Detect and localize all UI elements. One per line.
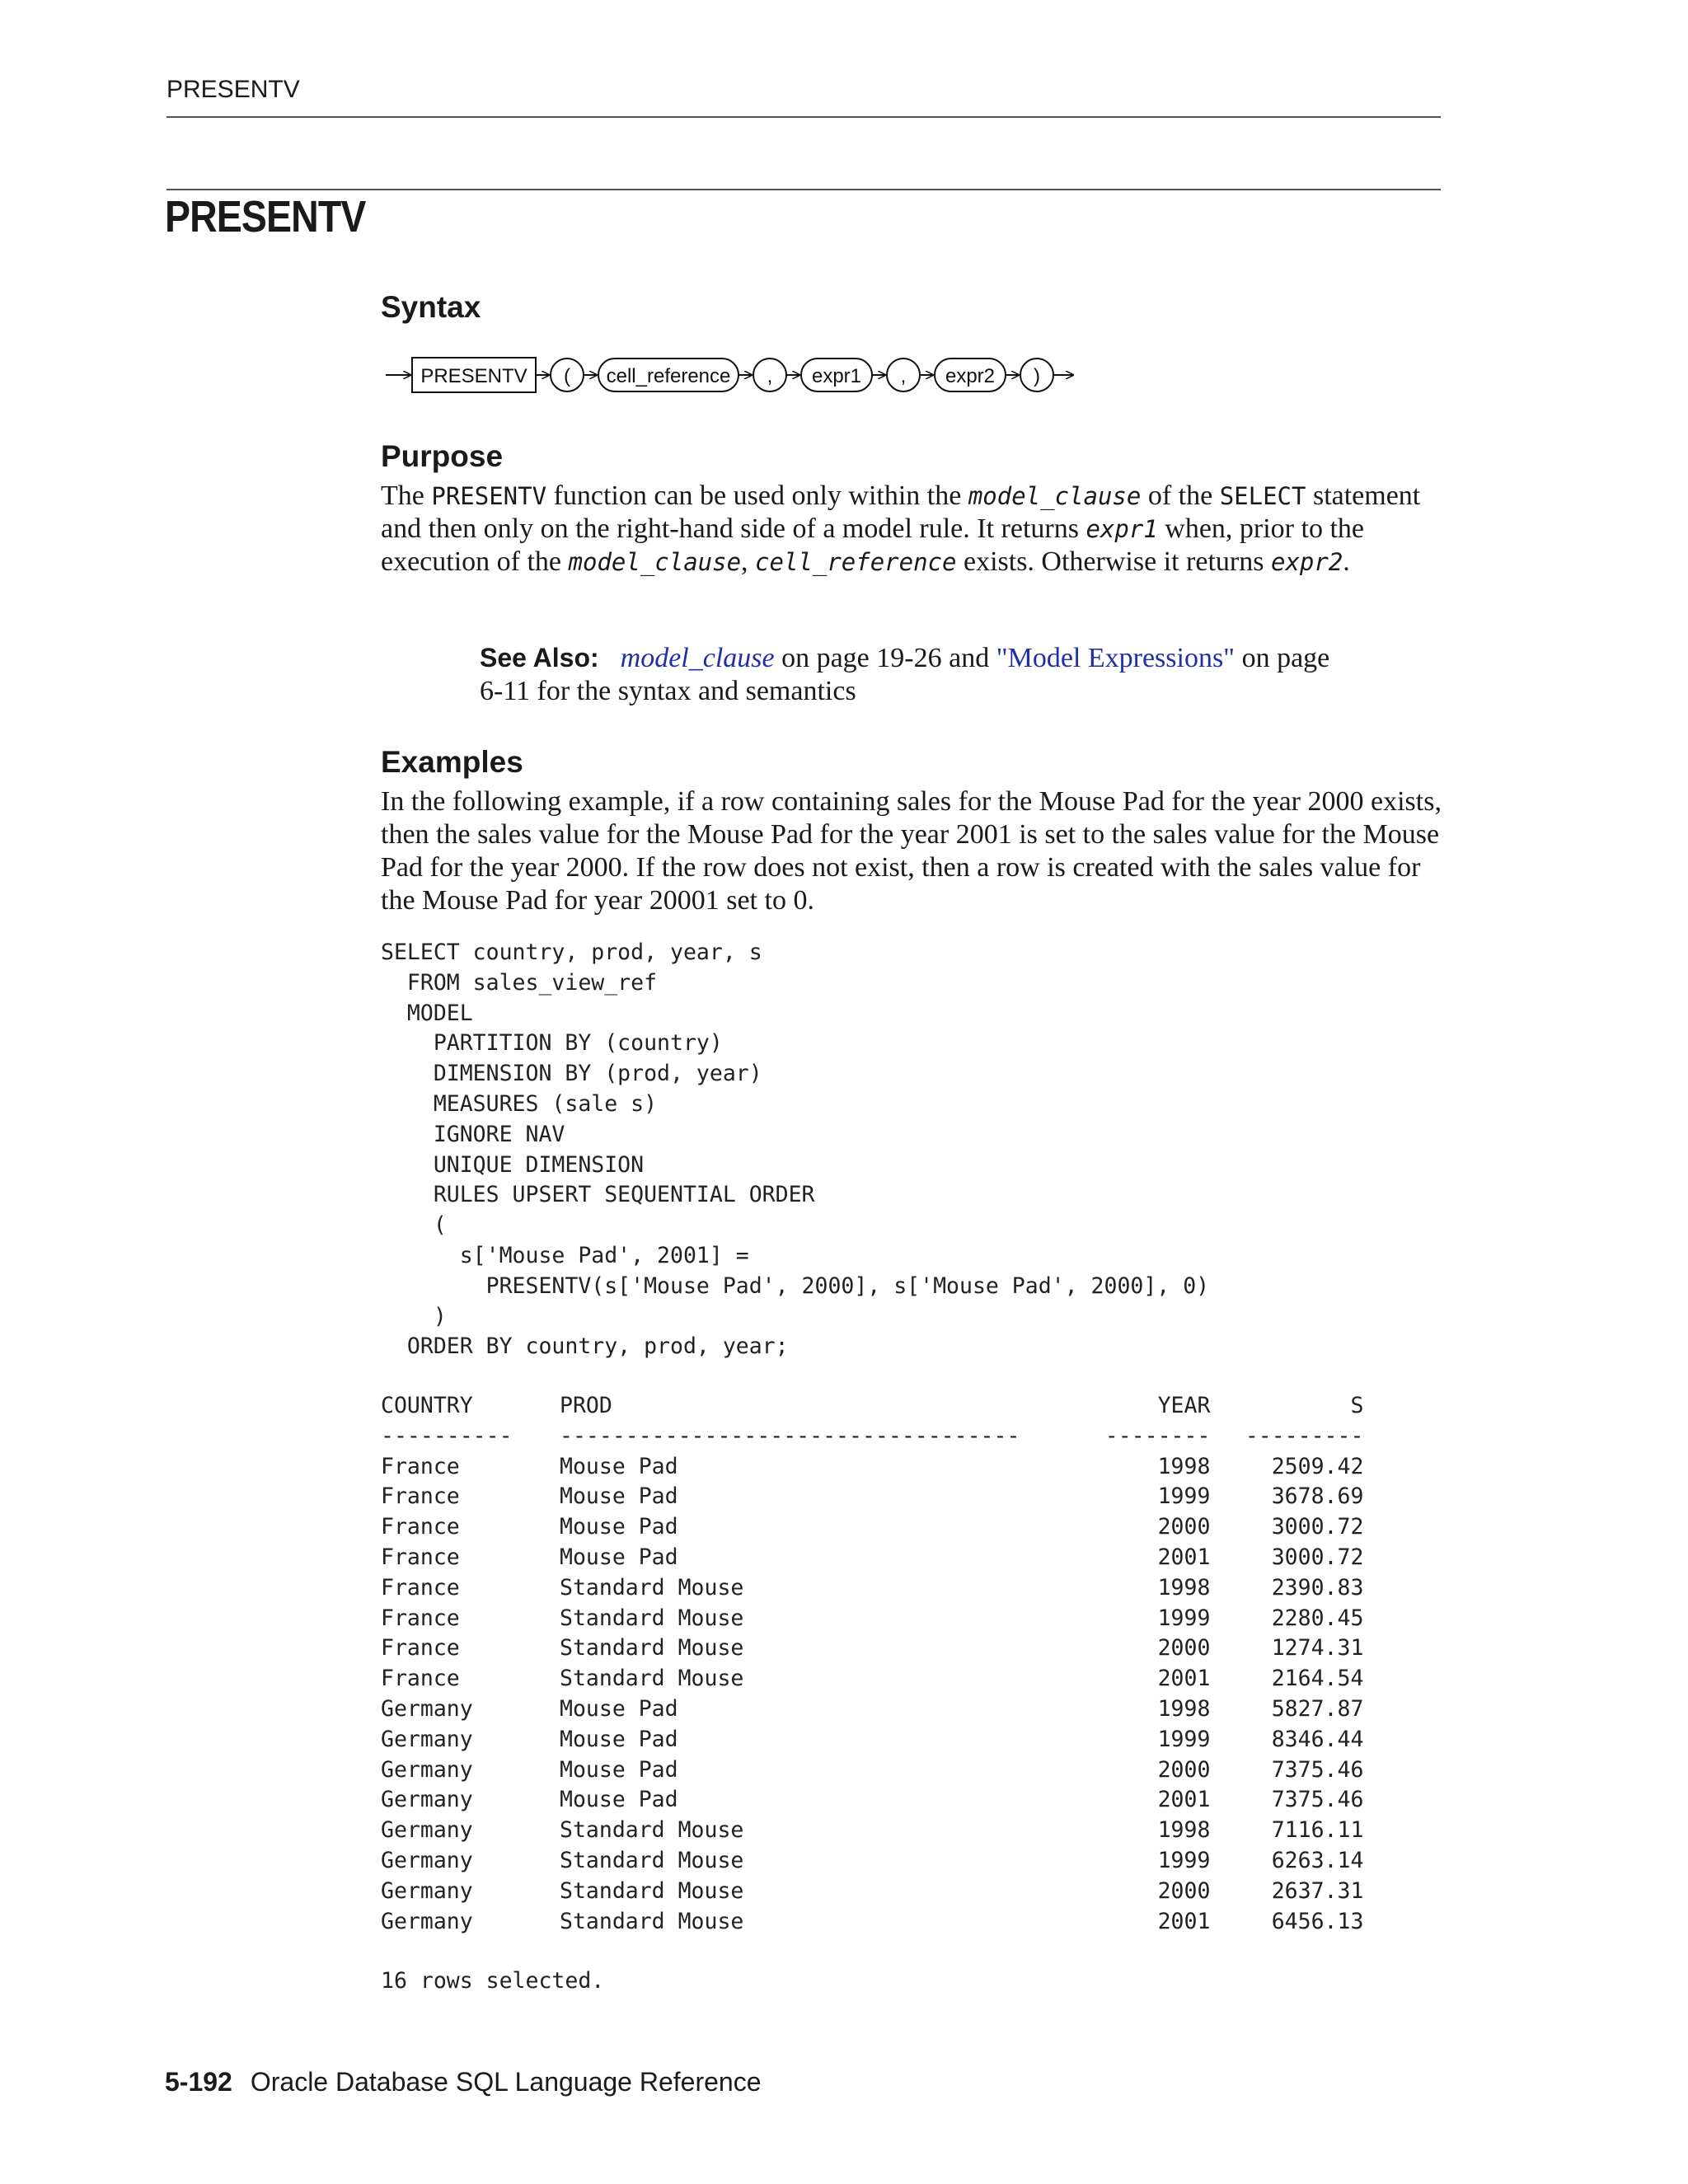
cell-country: France (381, 1514, 460, 1540)
examples-paragraph: In the following example, if a row containing sales for the Mouse Pad for the year 2000 exists, then the sales value for the Mouse Pad for the year 2001 is set to the sales value for the Mouse Pad for the year 2000. If the row does not exist, then a row is created with the sales value for the Mouse Pad for year 20001 set to 0. (381, 786, 1442, 916)
inline-code: expr1 (1085, 515, 1158, 543)
cell-s: 7116.11 (1271, 1817, 1364, 1844)
cell-prod: Mouse Pad (560, 1787, 678, 1813)
cell-prod: Mouse Pad (560, 1726, 678, 1752)
page-number: 5-192 (165, 2067, 232, 2097)
sql-code-block: SELECT country, prod, year, s FROM sales_view_ref MODEL PARTITION BY (country) DIMENSION BY (prod, year) MEASURES (sale s) IGNORE NAV UNIQUE DIMENSION RULES UPSERT SEQUENTIAL ORDER ( s['Mouse Pad', 2001] = PRESENTV(s['Mouse Pad', 2000], s['Mouse Pad', 2000], 0) ) ORDER BY country, prod, year; (381, 940, 1210, 1360)
title-rule (166, 189, 1441, 190)
cell-country: Germany (381, 1847, 473, 1873)
inline-code: cell_reference (755, 548, 957, 576)
cell-s: 2164.54 (1271, 1666, 1364, 1692)
cell-s: 7375.46 (1271, 1787, 1364, 1813)
cell-country: Germany (381, 1695, 473, 1722)
purpose-paragraph: The PRESENTV function can be used only within the model_clause of the SELECT statement and then only on the right-hand side of a model rule. It returns expr1 when, prior to the execution of the model_clause, cell_reference exists. Otherwise it returns expr2. (381, 480, 1421, 577)
cell-s: 2637.31 (1271, 1877, 1364, 1904)
cell-year: 2000 (1157, 1635, 1211, 1661)
cell-country: France (381, 1483, 460, 1510)
cell-year: 2000 (1157, 1877, 1211, 1904)
cell-s: 3000.72 (1271, 1544, 1364, 1570)
cell-prod: Mouse Pad (560, 1453, 678, 1479)
separator-country: ---------- (381, 1422, 513, 1449)
diagram-expr2-label: expr2 (945, 365, 996, 387)
page-title: PRESENTV (165, 192, 366, 241)
cell-year: 1999 (1157, 1483, 1211, 1510)
cell-country: Germany (381, 1726, 473, 1752)
inline-code: expr2 (1270, 548, 1343, 576)
cell-s: 3000.72 (1271, 1514, 1364, 1540)
cell-prod: Standard Mouse (560, 1847, 744, 1873)
header-rule (166, 116, 1441, 118)
table-row (381, 1604, 1363, 1634)
cell-s: 2280.45 (1271, 1605, 1364, 1631)
header-country: COUNTRY (381, 1393, 473, 1418)
inline-code: SELECT (1219, 482, 1306, 510)
book-title: Oracle Database SQL Language Reference (250, 2067, 762, 2097)
diagram-cell-reference-label: cell_reference (606, 365, 731, 387)
table-row (381, 1877, 1363, 1907)
inline-code: PRESENTV (431, 482, 547, 510)
table-row (381, 1907, 1363, 1938)
syntax-railroad-diagram (381, 350, 1081, 400)
table-row (381, 1512, 1363, 1543)
separator-year: -------- (1104, 1422, 1211, 1449)
running-header: PRESENTV (166, 76, 300, 103)
cell-prod: Mouse Pad (560, 1695, 678, 1722)
cell-year: 1998 (1157, 1453, 1211, 1479)
see-also-note: See Also: model_clause on page 19-26 and "Model Expressions" on page 6-11 for the syntax and semantics (480, 643, 1330, 706)
cell-year: 1999 (1157, 1847, 1211, 1873)
header-year: YEAR (1157, 1393, 1211, 1418)
cell-s: 6263.14 (1271, 1847, 1364, 1873)
cell-country: France (381, 1574, 460, 1601)
cell-prod: Mouse Pad (560, 1756, 678, 1783)
inline-code: model_clause (968, 482, 1142, 510)
diagram-comma1-label: , (767, 365, 773, 387)
cell-year: 2001 (1157, 1544, 1211, 1570)
header-prod: PROD (560, 1393, 612, 1418)
cell-year: 2000 (1157, 1756, 1211, 1783)
table-row (381, 1573, 1363, 1604)
header-s: S (1350, 1393, 1364, 1418)
table-row (381, 1633, 1363, 1664)
cell-year: 2001 (1157, 1787, 1211, 1813)
cell-year: 1998 (1157, 1817, 1211, 1844)
results-table (381, 1391, 1363, 1937)
page-footer (165, 2067, 762, 2097)
cell-country: France (381, 1666, 460, 1692)
model-expressions-link[interactable]: "Model Expressions" (996, 643, 1236, 673)
cell-year: 2001 (1157, 1666, 1211, 1692)
inline-code: model_clause (568, 548, 742, 576)
cell-year: 2000 (1157, 1514, 1211, 1540)
see-also-label: See Also: (480, 643, 599, 673)
cell-s: 1274.31 (1271, 1635, 1364, 1661)
table-row (381, 1785, 1363, 1816)
cell-year: 2001 (1157, 1908, 1211, 1934)
cell-year: 1999 (1157, 1726, 1211, 1752)
cell-prod: Standard Mouse (560, 1574, 744, 1601)
cell-country: Germany (381, 1756, 473, 1783)
cell-country: France (381, 1453, 460, 1479)
purpose-heading: Purpose (381, 439, 504, 473)
table-row (381, 1725, 1363, 1755)
cell-s: 5827.87 (1271, 1695, 1364, 1722)
table-row (381, 1452, 1363, 1483)
cell-country: France (381, 1605, 460, 1631)
diagram-comma2-label: , (900, 365, 907, 387)
diagram-open-paren-label: ( (564, 365, 570, 387)
cell-prod: Standard Mouse (560, 1908, 744, 1934)
cell-s: 8346.44 (1271, 1726, 1364, 1752)
cell-s: 2509.42 (1271, 1453, 1364, 1479)
table-row (381, 1694, 1363, 1725)
table-row (381, 1482, 1363, 1512)
cell-s: 2390.83 (1271, 1574, 1364, 1601)
cell-country: France (381, 1635, 460, 1661)
separator-prod: ----------------------------------- (560, 1422, 1020, 1449)
table-row (381, 1816, 1363, 1846)
cell-s: 3678.69 (1271, 1483, 1364, 1510)
cell-country: Germany (381, 1787, 473, 1813)
cell-prod: Standard Mouse (560, 1817, 744, 1844)
examples-heading: Examples (381, 745, 523, 779)
cell-country: France (381, 1544, 460, 1570)
separator-s: --------- (1245, 1422, 1364, 1449)
cell-prod: Mouse Pad (560, 1544, 678, 1570)
cell-country: Germany (381, 1817, 473, 1844)
cell-prod: Standard Mouse (560, 1877, 744, 1904)
diagram-keyword-label: PRESENTV (420, 365, 528, 387)
cell-prod: Standard Mouse (560, 1605, 744, 1631)
cell-country: Germany (381, 1877, 473, 1904)
table-separator-row (381, 1422, 1363, 1452)
cell-year: 1999 (1157, 1605, 1211, 1631)
rows-selected-note: 16 rows selected. (381, 1968, 605, 1994)
cell-prod: Mouse Pad (560, 1483, 678, 1510)
cell-year: 1998 (1157, 1695, 1211, 1722)
table-row (381, 1755, 1363, 1786)
cell-s: 7375.46 (1271, 1756, 1364, 1783)
table-row (381, 1664, 1363, 1694)
cell-prod: Standard Mouse (560, 1635, 744, 1661)
cell-prod: Standard Mouse (560, 1666, 744, 1692)
model-clause-link[interactable]: model_clause (620, 643, 775, 673)
diagram-expr1-label: expr1 (811, 365, 862, 387)
cell-prod: Mouse Pad (560, 1514, 678, 1540)
cell-s: 6456.13 (1271, 1908, 1364, 1934)
cell-country: Germany (381, 1908, 473, 1934)
table-body (381, 1452, 1363, 1938)
cell-year: 1998 (1157, 1574, 1211, 1601)
diagram-close-paren-label: ) (1034, 365, 1040, 387)
syntax-heading: Syntax (381, 290, 481, 324)
table-header-row (381, 1391, 1363, 1422)
table-row (381, 1543, 1363, 1573)
table-row (381, 1846, 1363, 1877)
